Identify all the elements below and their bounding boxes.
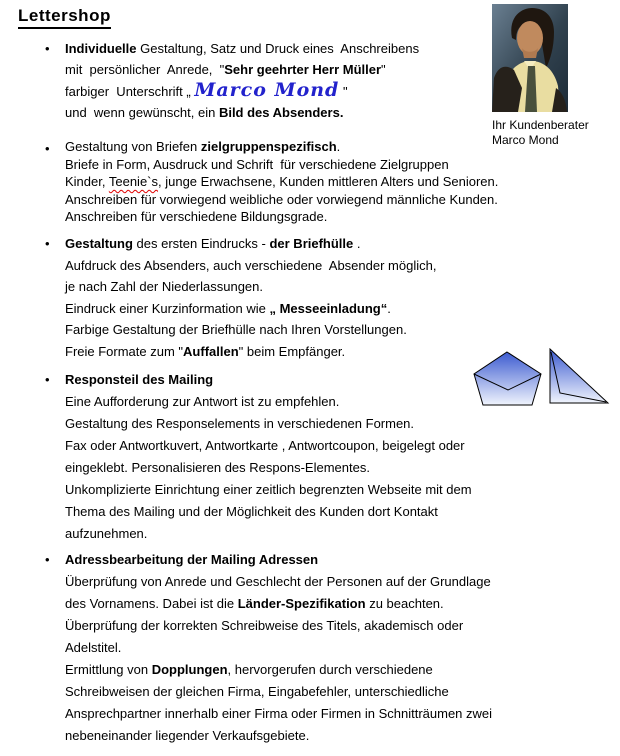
text-line xyxy=(65,391,472,413)
text-run: „ Messeeinladung“ xyxy=(269,300,388,316)
page-title: Lettershop xyxy=(18,6,111,29)
bullet-content xyxy=(65,138,498,226)
text-run: Freie Formate zum " xyxy=(65,343,184,359)
text-line xyxy=(65,156,498,174)
text-run: Fax oder Antwortkuvert, Antwortkarte , Antwortcoupon, beigelegt oder xyxy=(65,438,465,453)
bullet-content xyxy=(65,38,419,123)
text-run: Ansprechpartner innerhalb einer Firma oder Firmen in Schnitträumen zwei xyxy=(65,706,493,721)
text-run: Eine Aufforderung zur Antwort ist zu empfehlen. xyxy=(65,394,340,409)
text-run: farbiger Unterschrift „ xyxy=(65,84,195,99)
text-run: Bild des Absenders. xyxy=(218,105,344,120)
text-line xyxy=(65,138,498,156)
bullet-content xyxy=(65,369,472,545)
bullet-marker: • xyxy=(45,141,50,156)
text-line xyxy=(65,233,436,255)
text-line xyxy=(65,571,492,593)
text-run: Adressbearbeitung der Mailing Adressen xyxy=(65,552,319,567)
text-run: , junge Erwachsene, Kunden mittleren Alters und Senioren. xyxy=(158,174,499,189)
bullet-content xyxy=(65,233,436,362)
text-run: aufzunehmen. xyxy=(65,526,148,541)
text-run: Anschreiben für verschiedene Bildungsgrade. xyxy=(65,209,328,224)
text-run: des ersten Eindrucks - xyxy=(132,236,270,251)
text-line xyxy=(65,59,419,80)
text-run: Briefe in Form, Ausdruck und Schrift für verschiedene Zielgruppen xyxy=(65,156,449,172)
text-run: . xyxy=(387,300,391,316)
bullet-marker: • xyxy=(45,41,50,56)
text-line xyxy=(65,276,436,298)
text-line xyxy=(65,80,419,102)
text-line xyxy=(65,208,498,226)
text-run: mit persönlicher Anrede, " xyxy=(65,62,225,77)
bullet-item xyxy=(45,549,492,747)
text-run: Eindruck einer Kurzinformation wie xyxy=(65,300,270,316)
text-run: je nach Zahl der Niederlassungen. xyxy=(65,279,264,294)
text-line xyxy=(65,725,492,747)
bullet-marker: • xyxy=(45,236,50,251)
text-line xyxy=(65,479,472,501)
text-line xyxy=(65,413,472,435)
text-run: Schreibweisen der gleichen Firma, Eingabefehler, unterschiedliche xyxy=(65,684,449,699)
text-run: zielgruppenspezifisch xyxy=(200,139,337,154)
text-line xyxy=(65,593,492,615)
text-run: Sehr geehrter Herr Müller xyxy=(224,62,382,77)
text-line xyxy=(65,457,472,479)
bullet-item xyxy=(45,138,498,226)
text-run: " beim Empfänger. xyxy=(238,343,346,359)
text-run: Überprüfung der korrekten Schreibweise des Titels, akademisch oder xyxy=(65,618,464,633)
text-run: Kinder, xyxy=(65,174,109,189)
text-run: , hervorgerufen durch verschiedene xyxy=(227,662,433,677)
text-line xyxy=(65,637,492,659)
text-line xyxy=(65,319,436,341)
bullet-marker: • xyxy=(45,372,50,387)
text-line xyxy=(65,38,419,59)
text-line xyxy=(65,435,472,457)
text-run: der Briefhülle xyxy=(269,236,354,251)
text-line xyxy=(65,298,436,320)
text-run: zu beachten. xyxy=(365,596,444,611)
text-line xyxy=(65,369,472,391)
bullet-marker: • xyxy=(45,552,50,567)
text-run: Dopplungen xyxy=(151,662,228,677)
text-run: Farbige Gestaltung der Briefhülle nach Ihren Vorstellungen. xyxy=(65,322,407,337)
text-line xyxy=(65,549,492,571)
text-run: eingeklebt. Personalisieren des Respons-Elementes. xyxy=(65,460,370,475)
text-run: . xyxy=(336,139,341,154)
text-run: Gestaltung von Briefen xyxy=(65,139,201,154)
text-run: . xyxy=(353,236,361,251)
text-run: nebeneinander liegender Verkaufsgebiete. xyxy=(65,728,310,743)
text-run: und wenn gewünscht, ein xyxy=(65,105,219,120)
bullet-content xyxy=(65,549,492,747)
text-line xyxy=(65,681,492,703)
text-run: Thema des Mailing und der Möglichkeit des Kunden dort Kontakt xyxy=(65,504,438,519)
photo-caption-line1: Ihr Kundenberater xyxy=(492,118,589,132)
text-line xyxy=(65,659,492,681)
misspelled-word: Teenie`s xyxy=(108,174,158,189)
text-line xyxy=(65,703,492,725)
text-run: Gestaltung des Responselements in verschiedenen Formen. xyxy=(65,416,415,431)
bullet-item xyxy=(45,369,472,545)
text-line xyxy=(65,191,498,209)
text-run: Unkomplizierte Einrichtung einer zeitlich begrenzten Webseite mit dem xyxy=(65,482,472,497)
text-run: Responsteil des Mailing xyxy=(65,372,214,387)
bullet-item xyxy=(45,38,419,123)
text-line xyxy=(65,501,472,523)
text-run: Adelstitel. xyxy=(65,640,122,655)
text-line xyxy=(65,255,436,277)
photo-caption-line2: Marco Mond xyxy=(492,133,559,147)
text-line xyxy=(65,615,492,637)
text-line xyxy=(65,523,472,545)
text-run: Länder-Spezifikation xyxy=(237,596,366,611)
text-run: Anschreiben für vorwiegend weibliche oder vorwiegend männliche Kunden. xyxy=(65,191,498,207)
text-line xyxy=(65,173,498,191)
text-line xyxy=(65,341,436,363)
text-run: Aufdruck des Absenders, auch verschiedene Absender möglich, xyxy=(65,257,437,273)
text-line xyxy=(65,102,419,123)
text-run: " xyxy=(381,62,386,77)
signature-text: Marco Mond xyxy=(194,79,340,101)
text-run: Auffallen xyxy=(183,343,239,359)
text-run: Ermittlung von xyxy=(65,662,152,677)
bullet-item xyxy=(45,233,436,362)
text-run: Gestaltung, Satz und Druck eines Anschreibens xyxy=(136,41,420,56)
text-run: Gestaltung xyxy=(65,236,133,251)
text-run: des Vornamens. Dabei ist die xyxy=(65,596,238,611)
text-run: " xyxy=(339,84,348,99)
text-run: Überprüfung von Anrede und Geschlecht der Personen auf der Grundlage xyxy=(65,574,491,589)
text-run: Individuelle xyxy=(65,41,137,56)
